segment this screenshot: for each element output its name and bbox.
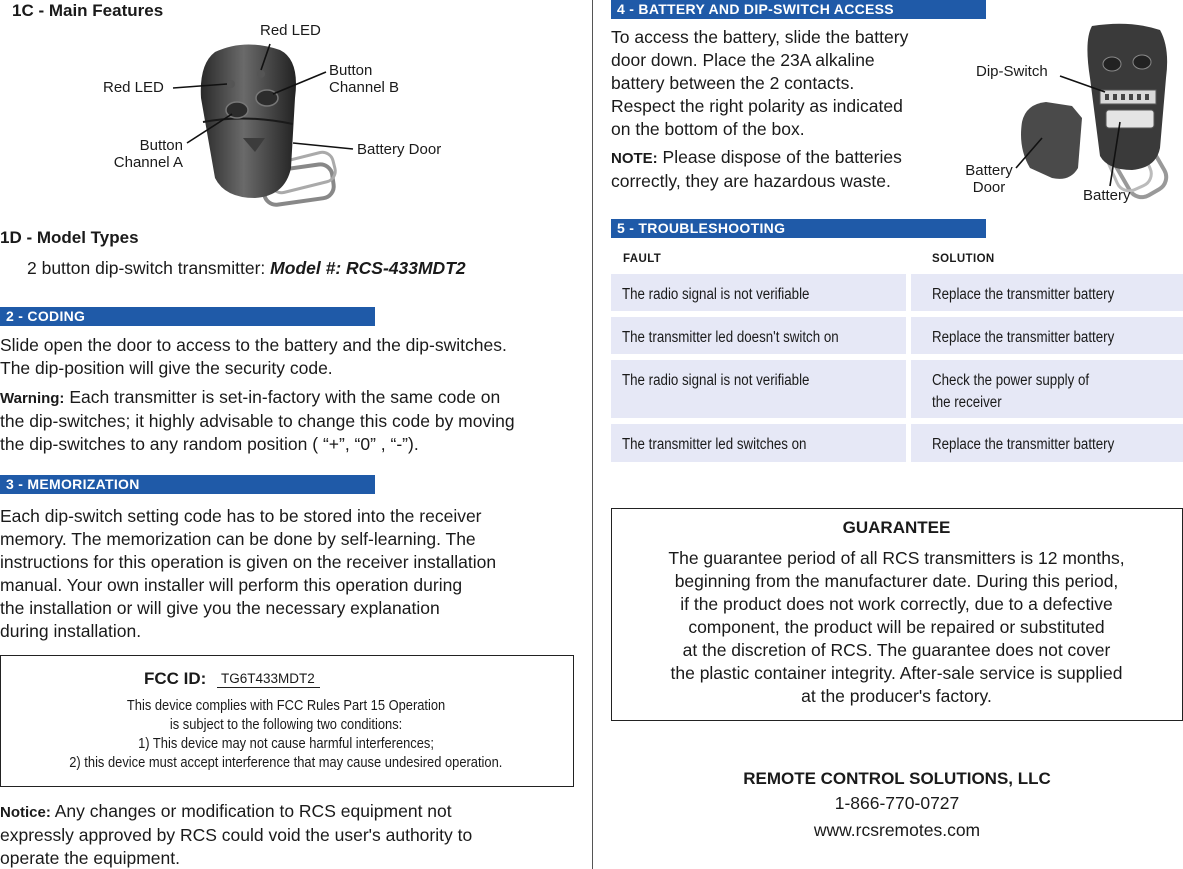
fcc-label: FCC ID: bbox=[144, 669, 207, 688]
cell-text: Replace the transmitter battery bbox=[932, 286, 1115, 303]
cell-text: The radio signal is not verifiable bbox=[622, 286, 810, 303]
notice-line: operate the equipment. bbox=[0, 848, 180, 868]
label-button-channel-b bbox=[329, 62, 399, 96]
cell-text: Replace the transmitter battery bbox=[932, 436, 1115, 453]
table-cell-solution bbox=[911, 360, 1183, 418]
label-line: Channel B bbox=[329, 79, 400, 96]
label-line: Door bbox=[972, 179, 1006, 196]
battery-line: battery between the 2 contacts. bbox=[611, 73, 855, 93]
memorization-line: during installation. bbox=[0, 621, 142, 641]
company-name: REMOTE CONTROL SOLUTIONS, LLC bbox=[743, 769, 1051, 788]
company-website[interactable]: www.rcsremotes.com bbox=[813, 820, 981, 840]
label-line: Battery bbox=[965, 162, 1013, 179]
guarantee-title: GUARANTEE bbox=[842, 518, 951, 537]
battery-text bbox=[611, 26, 908, 141]
section-bar-memorization: 3 - MEMORIZATION bbox=[0, 475, 375, 494]
company-block bbox=[611, 768, 1183, 843]
note-label: NOTE: bbox=[611, 150, 658, 167]
memorization-line: memory. The memorization can be done by self-learning. The bbox=[0, 529, 476, 549]
fcc-line: 2) this device must accept interference that may cause undesired operation. bbox=[69, 754, 503, 771]
memorization-line: instructions for this operation is given on the receiver installation bbox=[0, 552, 497, 572]
battery-line: on the bottom of the box. bbox=[611, 119, 805, 139]
table-cell-solution bbox=[911, 424, 1183, 462]
column-header-solution: SOLUTION bbox=[932, 253, 995, 265]
battery-door-icon bbox=[1021, 102, 1082, 179]
label-battery-door-right bbox=[960, 162, 1018, 196]
guarantee-line: if the product does not work correctly, due to a defective bbox=[680, 594, 1113, 614]
table-cell-solution bbox=[911, 317, 1183, 354]
warning-line: the dip-switches to any random position ( “+”, “0” , “-”). bbox=[0, 434, 419, 454]
cell-text: Check the power supply of bbox=[932, 372, 1090, 389]
guarantee-text bbox=[612, 547, 1181, 708]
section-bar-battery: 4 - BATTERY AND DIP-SWITCH ACCESS bbox=[611, 0, 986, 19]
fcc-id: TG6T433MDT2 bbox=[217, 670, 320, 688]
battery-line: Respect the right polarity as indicated bbox=[611, 96, 903, 116]
label-red-led-top: Red LED bbox=[260, 22, 321, 39]
red-led-icon bbox=[257, 70, 265, 78]
fcc-line: is subject to the following two conditions: bbox=[169, 716, 403, 733]
cell-text: The radio signal is not verifiable bbox=[622, 372, 810, 389]
label-battery: Battery bbox=[1083, 187, 1131, 204]
guarantee-line: at the discretion of RCS. The guarantee does not cover bbox=[682, 640, 1111, 660]
button-icon bbox=[1103, 57, 1121, 71]
coding-line: The dip-position will give the security code. bbox=[0, 358, 333, 378]
guarantee-line: component, the product will be repaired or substituted bbox=[688, 617, 1105, 637]
battery-icon bbox=[1106, 110, 1154, 128]
model-type-line bbox=[27, 257, 466, 280]
section-title-main-features: 1C - Main Features bbox=[12, 1, 164, 20]
battery-note bbox=[611, 146, 902, 193]
memorization-line: manual. Your own installer will perform this operation during bbox=[0, 575, 463, 595]
guarantee-line: at the producer's factory. bbox=[801, 686, 992, 706]
memorization-text bbox=[0, 505, 496, 643]
section-bar-troubleshooting: 5 - TROUBLESHOOTING bbox=[611, 219, 986, 238]
note-line: Please dispose of the batteries bbox=[662, 147, 902, 167]
table-cell-solution bbox=[911, 274, 1183, 311]
notice-line: expressly approved by RCS could void the user's authority to bbox=[0, 825, 473, 845]
label-dip-switch: Dip-Switch bbox=[976, 63, 1048, 80]
button-icon bbox=[1133, 55, 1151, 69]
fcc-line: 1) This device may not cause harmful interferences; bbox=[138, 735, 434, 752]
coding-text bbox=[0, 334, 507, 380]
note-line: correctly, they are hazardous waste. bbox=[611, 171, 891, 191]
battery-line: To access the battery, slide the battery bbox=[611, 27, 909, 47]
table-cell-fault bbox=[611, 274, 906, 311]
section-title-model-types: 1D - Model Types bbox=[0, 228, 139, 247]
notice-label: Notice: bbox=[0, 804, 51, 821]
battery-line: door down. Place the 23A alkaline bbox=[611, 50, 875, 70]
label-button-channel-a bbox=[104, 137, 183, 171]
red-led-icon bbox=[227, 80, 235, 88]
section-bar-coding: 2 - CODING bbox=[0, 307, 375, 326]
table-cell-fault bbox=[611, 317, 906, 354]
label-red-led-left: Red LED bbox=[103, 79, 164, 96]
warning-line: Each transmitter is set-in-factory with the same code on bbox=[69, 387, 501, 407]
warning-line: the dip-switches; it highly advisable to change this code by moving bbox=[0, 411, 515, 431]
guarantee-line: the plastic container integrity. After-sale service is supplied bbox=[670, 663, 1123, 683]
fcc-line: This device complies with FCC Rules Part 15 Operation bbox=[126, 697, 446, 714]
guarantee-box bbox=[611, 508, 1183, 721]
fcc-box bbox=[0, 655, 574, 787]
warning-label: Warning: bbox=[0, 390, 65, 407]
memorization-line: the installation or will give you the necessary explanation bbox=[0, 598, 440, 618]
cell-text: The transmitter led switches on bbox=[622, 436, 807, 453]
table-cell-fault bbox=[611, 424, 906, 462]
cell-text: the receiver bbox=[932, 394, 1002, 411]
label-battery-door: Battery Door bbox=[357, 141, 442, 158]
notice-line: Any changes or modification to RCS equipment not bbox=[54, 801, 452, 821]
label-line: Button bbox=[139, 137, 183, 154]
notice-text bbox=[0, 800, 472, 869]
transmitter-illustration bbox=[95, 18, 465, 218]
model-type-desc: 2 button dip-switch transmitter: bbox=[27, 258, 266, 278]
guarantee-line: beginning from the manufacturer date. During this period, bbox=[674, 571, 1119, 591]
company-phone: 1-866-770-0727 bbox=[834, 793, 960, 813]
table-cell-fault bbox=[611, 360, 906, 418]
model-number: Model #: RCS-433MDT2 bbox=[270, 258, 466, 278]
button-channel-b-icon bbox=[256, 90, 278, 106]
cell-text: Replace the transmitter battery bbox=[932, 329, 1115, 346]
coding-warning bbox=[0, 386, 515, 456]
cell-text: The transmitter led doesn't switch on bbox=[622, 329, 839, 346]
guarantee-line: The guarantee period of all RCS transmitters is 12 months, bbox=[668, 548, 1125, 568]
column-header-fault: FAULT bbox=[623, 253, 662, 265]
coding-line: Slide open the door to access to the battery and the dip-switches. bbox=[0, 335, 507, 355]
label-line: Button bbox=[329, 62, 373, 79]
label-line: Channel A bbox=[113, 154, 183, 171]
column-divider bbox=[592, 0, 593, 869]
fcc-statement bbox=[1, 696, 571, 772]
memorization-line: Each dip-switch setting code has to be stored into the receiver bbox=[0, 506, 482, 526]
